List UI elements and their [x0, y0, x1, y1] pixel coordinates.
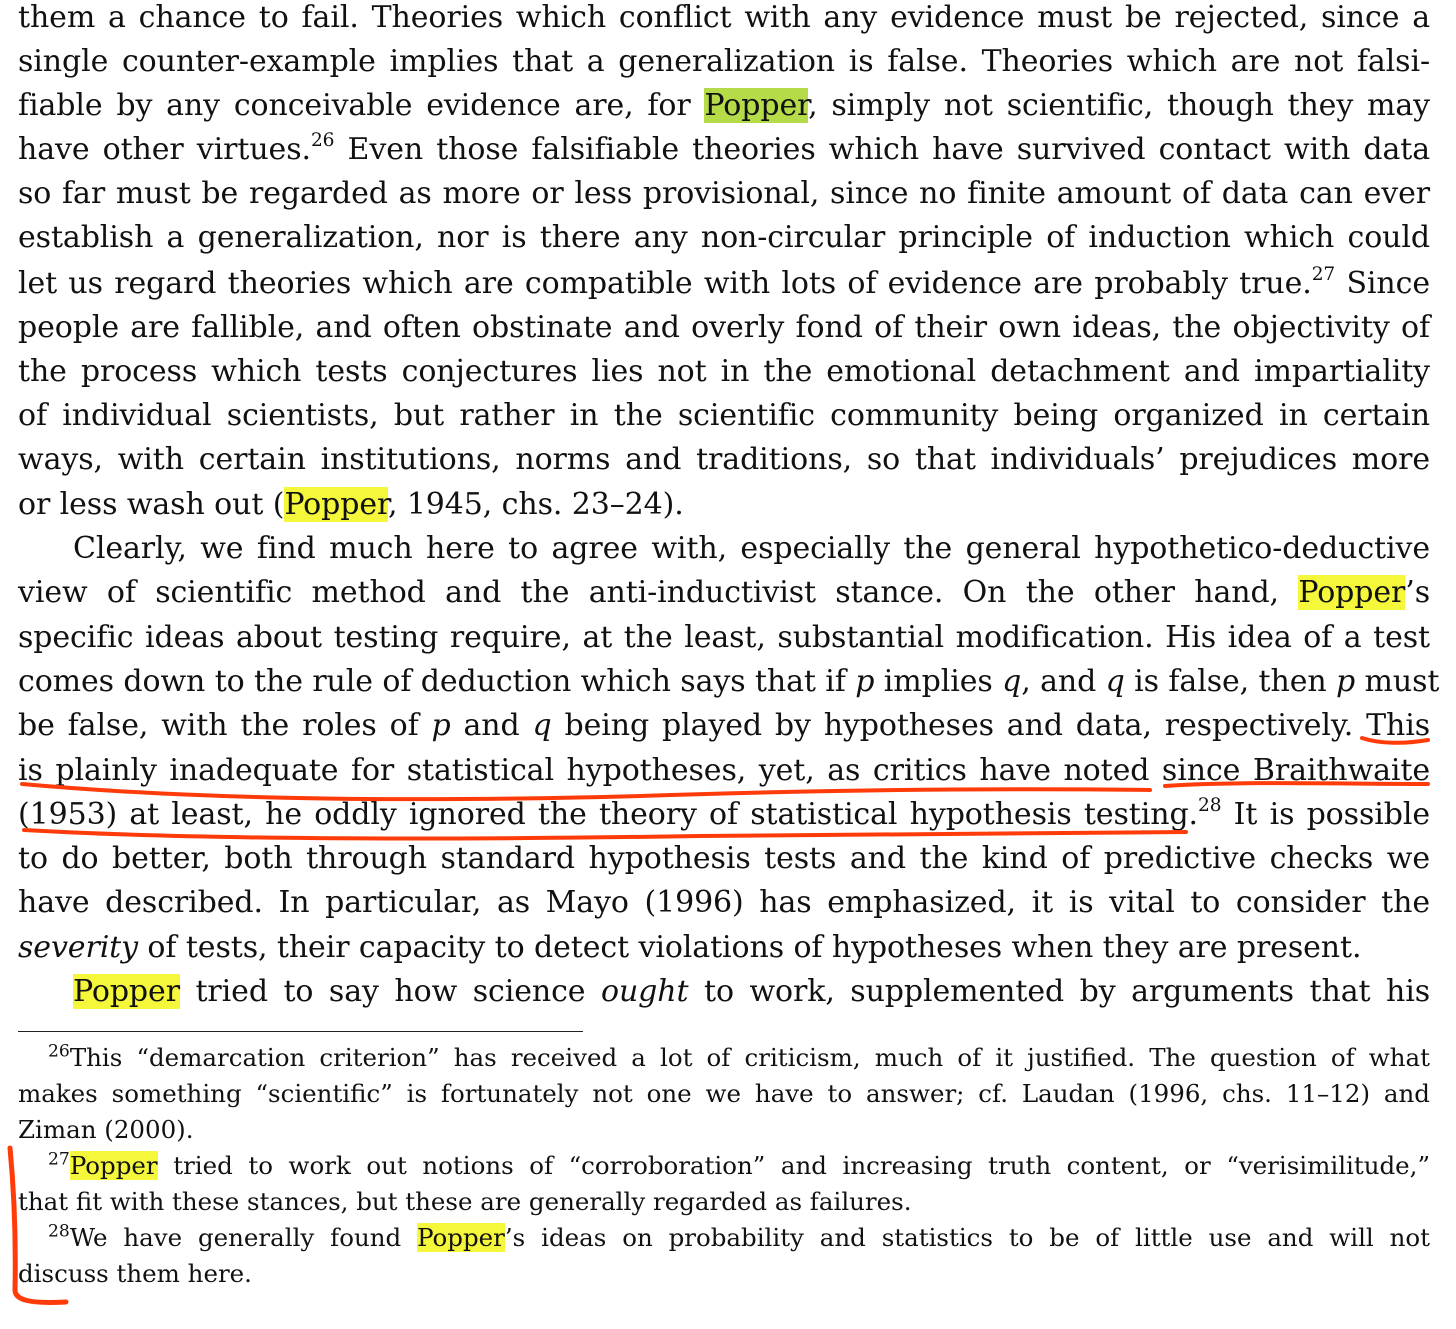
- body-line: severity of tests, their capacity to detect violations of hypotheses when they are present.: [18, 930, 1362, 965]
- body-line: of individual scientists, but rather in the scientific community being organized in certain: [18, 398, 1430, 433]
- footnote-line: discuss them here.: [18, 1259, 252, 1288]
- body-line: view of scientific method and the anti-inductivist stance. On the other hand, Popper’s: [18, 575, 1430, 610]
- body-line: to do better, both through standard hypothesis tests and the kind of predictive checks we: [18, 841, 1430, 876]
- body-line: ways, with certain institutions, norms and traditions, so that individuals’ prejudices more: [18, 442, 1430, 477]
- body-line: them a chance to fail. Theories which conflict with any evidence must be rejected, since a: [18, 0, 1430, 35]
- footnote-28: $^{28}$We have generally found Popper’s ideas on probability and statistics to be of little use and will not: [48, 1221, 1430, 1252]
- body-line: single counter-example implies that a generalization is false. Theories which are not falsi-: [18, 44, 1430, 79]
- body-line: specific ideas about testing require, at the least, substantial modification. His idea of a test: [18, 620, 1430, 655]
- footnote-line: that fit with these stances, but these are generally regarded as failures.: [18, 1187, 912, 1216]
- body-line: is plainly inadequate for statistical hypotheses, yet, as critics have noted since Braithwaite: [18, 753, 1430, 788]
- highlight-popper: Popper: [73, 974, 180, 1009]
- body-line: or less wash out (Popper, 1945, chs. 23–24).: [18, 487, 684, 522]
- footnote-ref-28[interactable]: 28: [1198, 794, 1222, 816]
- body-line: the process which tests conjectures lies not in the emotional detachment and impartiality: [18, 354, 1430, 389]
- body-line: have other virtues.$^{26}$ Even those falsifiable theories which have survived contact with data: [18, 129, 1430, 167]
- footnote-26: $^{26}$This “demarcation criterion” has received a lot of criticism, much of it justified. The question of what: [48, 1041, 1430, 1072]
- footnote-ref-27[interactable]: 27: [1311, 263, 1336, 285]
- footnote-ref-26[interactable]: 26: [310, 129, 335, 151]
- body-line: people are fallible, and often obstinate and overly fond of their own ideas, the objectivity of: [18, 310, 1430, 345]
- body-line: establish a generalization, nor is there any non-circular principle of induction which could: [18, 220, 1430, 255]
- body-line: so far must be regarded as more or less provisional, since no finite amount of data can ever: [18, 176, 1430, 211]
- highlight-popper: Popper: [284, 487, 388, 522]
- highlight-popper-green: Popper: [704, 88, 809, 123]
- body-line: Popper tried to say how science ought to work, supplemented by arguments that his: [73, 974, 1430, 1009]
- body-line: comes down to the rule of deduction which says that if p implies q, and q is false, then p must: [18, 664, 1440, 699]
- footnote-27: $^{27}$Popper tried to work out notions of “corroboration” and increasing truth content, or “verisimilitude,”: [48, 1149, 1430, 1180]
- footnote-separator: [18, 1031, 583, 1032]
- footnote-line: Ziman (2000).: [18, 1115, 194, 1144]
- body-line: be false, with the roles of p and q being played by hypotheses and data, respectively. This: [18, 708, 1430, 743]
- highlight-popper: Popper: [69, 1151, 158, 1180]
- body-line: (1953) at least, he oddly ignored the theory of statistical hypothesis testing.$^{28}$ It is possible: [18, 794, 1430, 832]
- highlight-popper: Popper: [417, 1223, 505, 1252]
- body-line: let us regard theories which are compatible with lots of evidence are probably true.$^{27}$ Since: [18, 263, 1430, 301]
- body-line: have described. In particular, as Mayo (1996) has emphasized, it is vital to consider the: [18, 885, 1430, 920]
- highlight-popper: Popper: [1298, 575, 1406, 610]
- footnote-line: makes something “scientific” is fortunately not one we have to answer; cf. Laudan (1996, chs. 11–12) and: [18, 1079, 1430, 1108]
- body-line: fiable by any conceivable evidence are, for Popper, simply not scientific, though they may: [18, 88, 1430, 123]
- body-line: Clearly, we find much here to agree with, especially the general hypothetico-deductive: [73, 531, 1430, 566]
